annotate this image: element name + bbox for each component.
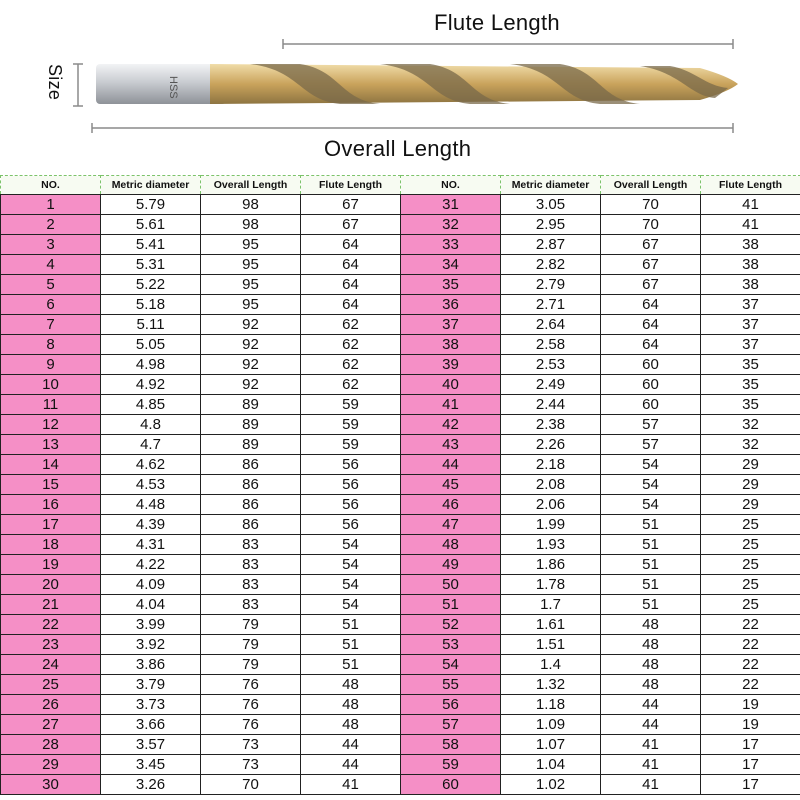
cell-no: 13: [1, 435, 101, 455]
cell-flute-length: 41: [701, 215, 800, 235]
cell-flute-length: 38: [701, 255, 800, 275]
cell-flute-length: 17: [701, 775, 800, 795]
cell-metric-diameter: 3.99: [101, 615, 201, 635]
cell-overall-length: 83: [201, 575, 301, 595]
header-flute-length: Flute Length: [301, 176, 401, 195]
drill-bit: [96, 64, 738, 104]
cell-metric-diameter: 3.66: [101, 715, 201, 735]
cell-flute-length: 51: [301, 655, 401, 675]
cell-no: 26: [1, 695, 101, 715]
cell-metric-diameter: 4.53: [101, 475, 201, 495]
header-overall-length: Overall Length: [601, 176, 701, 195]
cell-no: 14: [1, 455, 101, 475]
cell-metric-diameter: 1.32: [501, 675, 601, 695]
cell-no: 35: [401, 275, 501, 295]
cell-flute-length: 17: [701, 755, 800, 775]
cell-overall-length: 44: [601, 695, 701, 715]
cell-metric-diameter: 2.82: [501, 255, 601, 275]
table-row: [1, 335, 800, 355]
table-row: [1, 615, 800, 635]
cell-flute-length: 25: [701, 535, 800, 555]
cell-overall-length: 76: [201, 675, 301, 695]
cell-no: 23: [1, 635, 101, 655]
cell-overall-length: 54: [601, 475, 701, 495]
cell-no: 1: [1, 195, 101, 215]
cell-no: 44: [401, 455, 501, 475]
table-row: [1, 255, 800, 275]
cell-overall-length: 86: [201, 455, 301, 475]
table-row: [1, 655, 800, 675]
cell-overall-length: 95: [201, 295, 301, 315]
cell-flute-length: 38: [701, 235, 800, 255]
table-row: [1, 555, 800, 575]
cell-flute-length: 19: [701, 715, 800, 735]
cell-overall-length: 64: [601, 295, 701, 315]
cell-overall-length: 51: [601, 535, 701, 555]
cell-no: 51: [401, 595, 501, 615]
table-row: [1, 715, 800, 735]
cell-no: 45: [401, 475, 501, 495]
cell-metric-diameter: 4.7: [101, 435, 201, 455]
cell-metric-diameter: 3.45: [101, 755, 201, 775]
cell-flute-length: 37: [701, 315, 800, 335]
cell-overall-length: 86: [201, 515, 301, 535]
cell-flute-length: 48: [301, 715, 401, 735]
cell-metric-diameter: 4.09: [101, 575, 201, 595]
table-row: [1, 775, 800, 795]
cell-overall-length: 83: [201, 535, 301, 555]
cell-metric-diameter: 2.38: [501, 415, 601, 435]
cell-flute-length: 22: [701, 675, 800, 695]
cell-no: 53: [401, 635, 501, 655]
cell-flute-length: 19: [701, 695, 800, 715]
cell-overall-length: 89: [201, 435, 301, 455]
cell-no: 9: [1, 355, 101, 375]
cell-overall-length: 79: [201, 635, 301, 655]
cell-metric-diameter: 2.79: [501, 275, 601, 295]
cell-overall-length: 60: [601, 395, 701, 415]
cell-no: 40: [401, 375, 501, 395]
cell-overall-length: 89: [201, 395, 301, 415]
cell-no: 17: [1, 515, 101, 535]
cell-no: 49: [401, 555, 501, 575]
header-overall-length: Overall Length: [201, 176, 301, 195]
cell-overall-length: 86: [201, 495, 301, 515]
cell-no: 50: [401, 575, 501, 595]
cell-overall-length: 54: [601, 455, 701, 475]
cell-no: 48: [401, 535, 501, 555]
table-row: [1, 575, 800, 595]
cell-flute-length: 32: [701, 435, 800, 455]
table-row: [1, 435, 800, 455]
overall-length-label: Overall Length: [324, 136, 472, 161]
cell-metric-diameter: 3.57: [101, 735, 201, 755]
drill-diagram: [0, 0, 800, 172]
cell-no: 39: [401, 355, 501, 375]
cell-flute-length: 64: [301, 275, 401, 295]
table-row: [1, 495, 800, 515]
cell-no: 11: [1, 395, 101, 415]
cell-overall-length: 41: [601, 735, 701, 755]
cell-overall-length: 98: [201, 195, 301, 215]
table-row: [1, 675, 800, 695]
cell-metric-diameter: 1.99: [501, 515, 601, 535]
cell-flute-length: 17: [701, 735, 800, 755]
cell-no: 46: [401, 495, 501, 515]
cell-no: 4: [1, 255, 101, 275]
cell-no: 3: [1, 235, 101, 255]
cell-metric-diameter: 5.31: [101, 255, 201, 275]
table-row: [1, 595, 800, 615]
cell-metric-diameter: 5.41: [101, 235, 201, 255]
cell-overall-length: 51: [601, 575, 701, 595]
cell-overall-length: 76: [201, 695, 301, 715]
table-row: [1, 755, 800, 775]
cell-flute-length: 59: [301, 435, 401, 455]
cell-flute-length: 22: [701, 615, 800, 635]
cell-no: 56: [401, 695, 501, 715]
header-metric-diameter: Metric diameter: [501, 176, 601, 195]
cell-overall-length: 60: [601, 355, 701, 375]
cell-no: 5: [1, 275, 101, 295]
cell-metric-diameter: 4.39: [101, 515, 201, 535]
cell-no: 31: [401, 195, 501, 215]
cell-overall-length: 41: [601, 755, 701, 775]
cell-flute-length: 51: [301, 635, 401, 655]
cell-overall-length: 57: [601, 435, 701, 455]
table-row: [1, 695, 800, 715]
header-no: NO.: [401, 176, 501, 195]
cell-metric-diameter: 1.61: [501, 615, 601, 635]
cell-flute-length: 29: [701, 495, 800, 515]
table-row: [1, 475, 800, 495]
cell-flute-length: 59: [301, 395, 401, 415]
cell-overall-length: 95: [201, 255, 301, 275]
cell-metric-diameter: 1.93: [501, 535, 601, 555]
cell-flute-length: 56: [301, 475, 401, 495]
cell-metric-diameter: 3.73: [101, 695, 201, 715]
cell-flute-length: 62: [301, 335, 401, 355]
cell-flute-length: 25: [701, 555, 800, 575]
table-row: [1, 315, 800, 335]
cell-metric-diameter: 2.71: [501, 295, 601, 315]
cell-no: 32: [401, 215, 501, 235]
cell-overall-length: 89: [201, 415, 301, 435]
table-row: [1, 395, 800, 415]
cell-no: 15: [1, 475, 101, 495]
cell-metric-diameter: 3.92: [101, 635, 201, 655]
cell-overall-length: 70: [601, 195, 701, 215]
cell-no: 52: [401, 615, 501, 635]
cell-flute-length: 41: [301, 775, 401, 795]
table-row: [1, 535, 800, 555]
cell-no: 30: [1, 775, 101, 795]
cell-no: 60: [401, 775, 501, 795]
cell-no: 28: [1, 735, 101, 755]
cell-flute-length: 59: [301, 415, 401, 435]
cell-no: 58: [401, 735, 501, 755]
cell-flute-length: 41: [701, 195, 800, 215]
cell-metric-diameter: 1.07: [501, 735, 601, 755]
cell-overall-length: 83: [201, 555, 301, 575]
cell-metric-diameter: 3.86: [101, 655, 201, 675]
cell-metric-diameter: 2.06: [501, 495, 601, 515]
cell-no: 12: [1, 415, 101, 435]
cell-flute-length: 64: [301, 295, 401, 315]
cell-overall-length: 86: [201, 475, 301, 495]
cell-no: 47: [401, 515, 501, 535]
cell-flute-length: 44: [301, 735, 401, 755]
cell-metric-diameter: 2.95: [501, 215, 601, 235]
cell-no: 37: [401, 315, 501, 335]
cell-no: 27: [1, 715, 101, 735]
cell-overall-length: 48: [601, 615, 701, 635]
cell-no: 8: [1, 335, 101, 355]
cell-overall-length: 92: [201, 355, 301, 375]
cell-overall-length: 95: [201, 235, 301, 255]
flute-length-label: Flute Length: [434, 10, 560, 35]
cell-overall-length: 51: [601, 515, 701, 535]
cell-metric-diameter: 4.92: [101, 375, 201, 395]
cell-metric-diameter: 1.86: [501, 555, 601, 575]
cell-flute-length: 25: [701, 515, 800, 535]
header-metric-diameter: Metric diameter: [101, 176, 201, 195]
cell-metric-diameter: 2.18: [501, 455, 601, 475]
cell-metric-diameter: 2.08: [501, 475, 601, 495]
cell-metric-diameter: 5.05: [101, 335, 201, 355]
table-row: [1, 455, 800, 475]
size-dimension: [73, 64, 83, 106]
size-label: Size: [45, 64, 65, 101]
cell-metric-diameter: 4.62: [101, 455, 201, 475]
table-header-row: [1, 176, 800, 195]
table-row: [1, 235, 800, 255]
cell-metric-diameter: 2.87: [501, 235, 601, 255]
table-row: [1, 295, 800, 315]
cell-flute-length: 64: [301, 235, 401, 255]
overall-length-dimension: [92, 123, 733, 133]
cell-metric-diameter: 2.44: [501, 395, 601, 415]
drill-size-table: [0, 175, 800, 800]
cell-flute-length: 35: [701, 375, 800, 395]
table-body: [1, 195, 800, 795]
cell-no: 21: [1, 595, 101, 615]
cell-metric-diameter: 5.61: [101, 215, 201, 235]
cell-metric-diameter: 4.8: [101, 415, 201, 435]
cell-metric-diameter: 4.48: [101, 495, 201, 515]
cell-no: 10: [1, 375, 101, 395]
cell-flute-length: 51: [301, 615, 401, 635]
cell-no: 57: [401, 715, 501, 735]
cell-metric-diameter: 5.18: [101, 295, 201, 315]
cell-metric-diameter: 2.64: [501, 315, 601, 335]
cell-metric-diameter: 4.31: [101, 535, 201, 555]
flute-length-dimension: [283, 39, 733, 49]
cell-metric-diameter: 1.09: [501, 715, 601, 735]
cell-no: 18: [1, 535, 101, 555]
cell-metric-diameter: 5.22: [101, 275, 201, 295]
cell-flute-length: 54: [301, 595, 401, 615]
cell-overall-length: 73: [201, 755, 301, 775]
table-row: [1, 275, 800, 295]
cell-overall-length: 41: [601, 775, 701, 795]
cell-flute-length: 32: [701, 415, 800, 435]
cell-flute-length: 67: [301, 195, 401, 215]
cell-metric-diameter: 3.05: [501, 195, 601, 215]
cell-flute-length: 56: [301, 495, 401, 515]
cell-metric-diameter: 3.26: [101, 775, 201, 795]
cell-overall-length: 70: [201, 775, 301, 795]
cell-no: 7: [1, 315, 101, 335]
cell-metric-diameter: 3.79: [101, 675, 201, 695]
cell-overall-length: 92: [201, 315, 301, 335]
cell-metric-diameter: 2.58: [501, 335, 601, 355]
cell-flute-length: 56: [301, 515, 401, 535]
cell-overall-length: 92: [201, 335, 301, 355]
table-row: [1, 415, 800, 435]
cell-no: 34: [401, 255, 501, 275]
cell-no: 24: [1, 655, 101, 675]
cell-no: 42: [401, 415, 501, 435]
table-row: [1, 635, 800, 655]
cell-no: 43: [401, 435, 501, 455]
cell-metric-diameter: 1.78: [501, 575, 601, 595]
cell-overall-length: 79: [201, 615, 301, 635]
cell-no: 20: [1, 575, 101, 595]
cell-flute-length: 54: [301, 555, 401, 575]
cell-no: 54: [401, 655, 501, 675]
cell-overall-length: 48: [601, 635, 701, 655]
cell-metric-diameter: 4.85: [101, 395, 201, 415]
cell-overall-length: 48: [601, 655, 701, 675]
table-row: [1, 215, 800, 235]
cell-overall-length: 57: [601, 415, 701, 435]
cell-flute-length: 29: [701, 455, 800, 475]
table-row: [1, 195, 800, 215]
cell-flute-length: 64: [301, 255, 401, 275]
cell-flute-length: 25: [701, 575, 800, 595]
cell-overall-length: 48: [601, 675, 701, 695]
cell-overall-length: 95: [201, 275, 301, 295]
cell-overall-length: 60: [601, 375, 701, 395]
cell-metric-diameter: 2.49: [501, 375, 601, 395]
size-table: [0, 175, 800, 795]
cell-overall-length: 73: [201, 735, 301, 755]
cell-overall-length: 64: [601, 335, 701, 355]
cell-no: 38: [401, 335, 501, 355]
cell-flute-length: 38: [701, 275, 800, 295]
cell-no: 2: [1, 215, 101, 235]
cell-no: 22: [1, 615, 101, 635]
cell-flute-length: 29: [701, 475, 800, 495]
cell-metric-diameter: 1.51: [501, 635, 601, 655]
cell-metric-diameter: 1.04: [501, 755, 601, 775]
header-flute-length: Flute Length: [701, 176, 800, 195]
header-no: NO.: [1, 176, 101, 195]
cell-overall-length: 92: [201, 375, 301, 395]
cell-overall-length: 67: [601, 275, 701, 295]
cell-flute-length: 48: [301, 695, 401, 715]
cell-flute-length: 54: [301, 575, 401, 595]
cell-flute-length: 62: [301, 315, 401, 335]
cell-flute-length: 35: [701, 395, 800, 415]
cell-metric-diameter: 1.02: [501, 775, 601, 795]
cell-flute-length: 22: [701, 635, 800, 655]
cell-overall-length: 64: [601, 315, 701, 335]
cell-overall-length: 70: [601, 215, 701, 235]
table-row: [1, 735, 800, 755]
cell-no: 6: [1, 295, 101, 315]
cell-flute-length: 48: [301, 675, 401, 695]
table-row: [1, 375, 800, 395]
cell-flute-length: 62: [301, 375, 401, 395]
cell-overall-length: 76: [201, 715, 301, 735]
cell-overall-length: 44: [601, 715, 701, 735]
cell-metric-diameter: 1.7: [501, 595, 601, 615]
cell-flute-length: 37: [701, 295, 800, 315]
cell-metric-diameter: 4.22: [101, 555, 201, 575]
cell-metric-diameter: 5.11: [101, 315, 201, 335]
cell-metric-diameter: 2.53: [501, 355, 601, 375]
cell-metric-diameter: 5.79: [101, 195, 201, 215]
cell-flute-length: 37: [701, 335, 800, 355]
cell-flute-length: 25: [701, 595, 800, 615]
cell-overall-length: 67: [601, 235, 701, 255]
cell-no: 41: [401, 395, 501, 415]
cell-overall-length: 83: [201, 595, 301, 615]
cell-overall-length: 51: [601, 595, 701, 615]
cell-no: 33: [401, 235, 501, 255]
cell-overall-length: 51: [601, 555, 701, 575]
cell-metric-diameter: 1.4: [501, 655, 601, 675]
table-row: [1, 355, 800, 375]
cell-no: 19: [1, 555, 101, 575]
cell-flute-length: 44: [301, 755, 401, 775]
cell-overall-length: 98: [201, 215, 301, 235]
cell-flute-length: 67: [301, 215, 401, 235]
cell-overall-length: 67: [601, 255, 701, 275]
cell-no: 16: [1, 495, 101, 515]
cell-flute-length: 56: [301, 455, 401, 475]
cell-flute-length: 22: [701, 655, 800, 675]
shank-marking: HSS: [167, 76, 179, 99]
cell-no: 36: [401, 295, 501, 315]
cell-metric-diameter: 1.18: [501, 695, 601, 715]
cell-metric-diameter: 2.26: [501, 435, 601, 455]
cell-metric-diameter: 4.04: [101, 595, 201, 615]
cell-flute-length: 35: [701, 355, 800, 375]
cell-flute-length: 62: [301, 355, 401, 375]
cell-no: 29: [1, 755, 101, 775]
cell-no: 55: [401, 675, 501, 695]
cell-metric-diameter: 4.98: [101, 355, 201, 375]
table-row: [1, 515, 800, 535]
cell-flute-length: 54: [301, 535, 401, 555]
cell-no: 59: [401, 755, 501, 775]
cell-overall-length: 54: [601, 495, 701, 515]
cell-no: 25: [1, 675, 101, 695]
cell-overall-length: 79: [201, 655, 301, 675]
